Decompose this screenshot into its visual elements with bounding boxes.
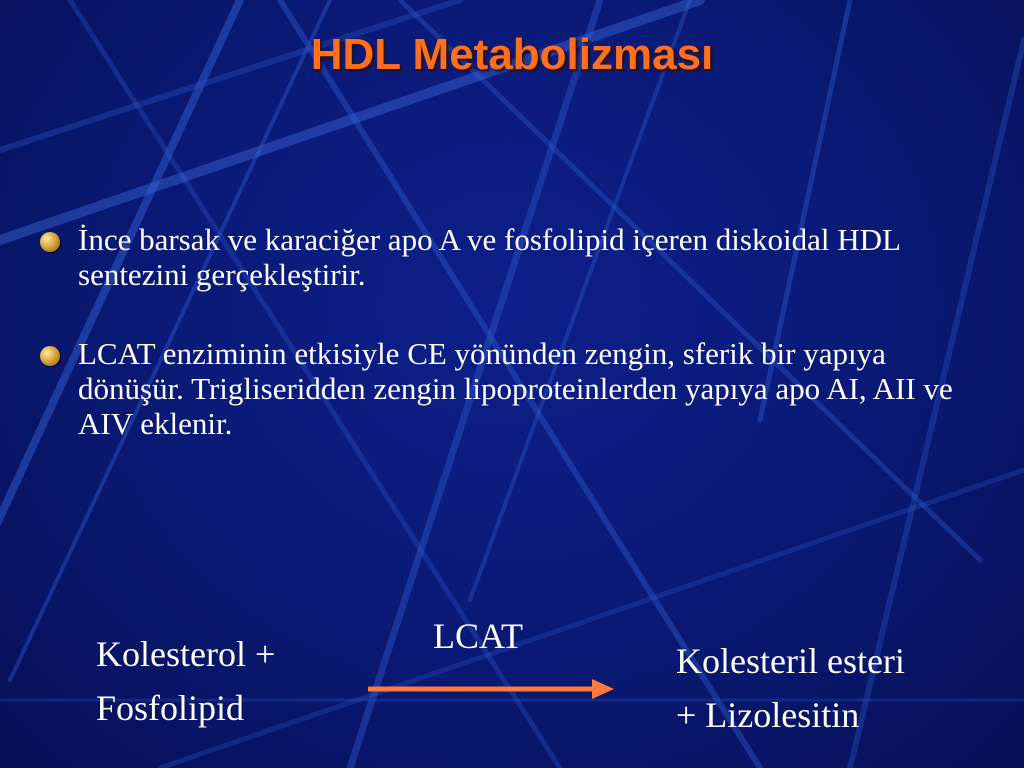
reactant-text	[96, 627, 356, 735]
bullet-list	[40, 222, 970, 485]
bullet-item	[40, 222, 970, 292]
product-text	[676, 634, 996, 742]
reactant-line: Fosfolipid	[96, 688, 245, 728]
bullet-sphere-icon	[40, 346, 60, 366]
bullet-text: İnce barsak ve karaciğer apo A ve fosfolipid içeren diskoidal HDL sentezini gerçekleştirir.	[78, 222, 900, 292]
reaction-arrow-icon	[366, 676, 616, 702]
bullet-sphere-icon	[40, 232, 60, 252]
slide-title: HDL Metabolizması	[310, 30, 714, 79]
reactant-line: Kolesterol +	[96, 634, 276, 674]
product-line: Kolesteril esteri	[676, 641, 905, 681]
enzyme-label: LCAT	[433, 616, 523, 656]
bullet-item	[40, 336, 970, 441]
bullet-text: LCAT enziminin etkisiyle CE yönünden zengin, sferik bir yapıya dönüşür. Trigliseridden zengin lipoproteinlerden yapıya apo AI, AII ve AIV eklenir.	[78, 336, 953, 441]
product-line: + Lizolesitin	[676, 695, 860, 735]
